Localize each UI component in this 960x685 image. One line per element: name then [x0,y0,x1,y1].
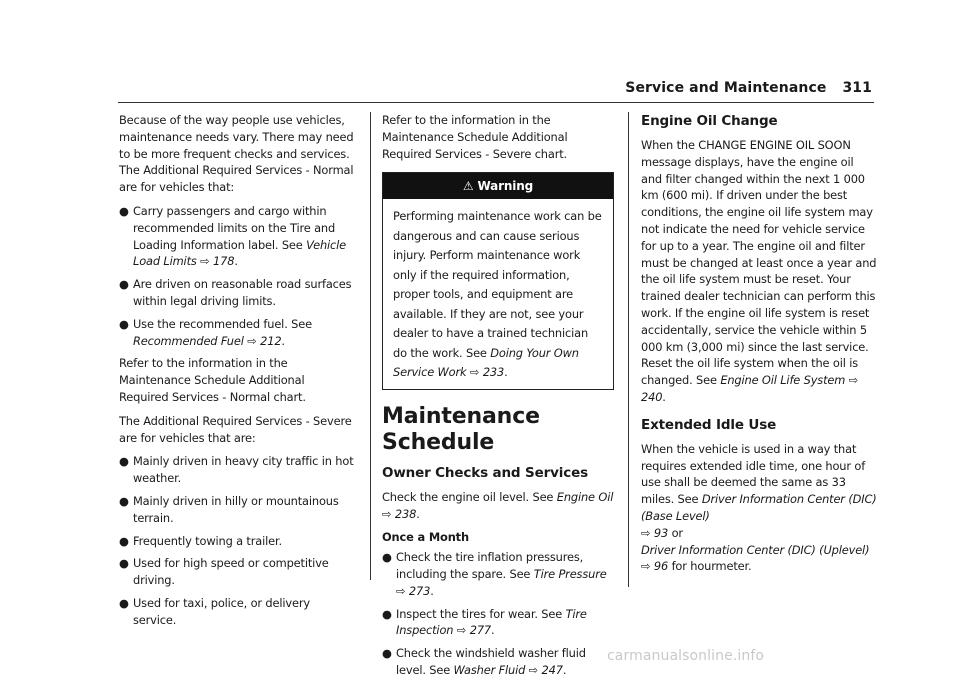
section-heading: Maintenance Schedule [382,403,540,455]
list-item: ● Mainly driven in hilly or mountainous terrain. [119,493,339,525]
paragraph: The Additional Required Services - Severe are for vehicles that are: [119,413,352,445]
page-ref[interactable]: 240 [641,389,663,404]
bullet-icon: ● [382,646,392,661]
warning-box [382,172,614,390]
page-ref[interactable]: 277 [469,623,492,638]
cross-ref-link[interactable]: Engine Oil [556,489,614,504]
bullet-icon: ● [382,606,392,621]
column-2 [382,112,614,685]
page-ref-icon: ⇨ [456,623,467,638]
page-ref[interactable]: 212 [260,333,282,348]
page-header [625,80,872,96]
list-item: ● Check the tire inflation pressures, including the spare. See Tire Pressure ⇨ 273. [382,550,607,598]
monthly-list [382,549,614,679]
page-ref-icon: ⇨ [247,333,257,348]
bullet-icon: ● [119,533,129,548]
paragraph: Refer to the information in the Maintenance Schedule Additional Required Services - Normal chart. [119,356,306,404]
page-ref-icon: ⇨ [200,254,210,269]
bullet-icon: ● [382,550,392,565]
cross-ref-link[interactable]: Driver Information Center (DIC) (Base Level) [641,492,877,523]
column-3 [641,112,877,582]
subsection-heading: Owner Checks and Services [382,464,588,481]
paragraph: Refer to the information in the Maintenance Schedule Additional Required Services - Severe chart. [382,113,568,161]
cross-ref-link[interactable]: Recommended Fuel [133,333,244,348]
bullet-icon: ● [119,493,129,508]
subsection-heading: Engine Oil Change [641,113,778,129]
severe-list [119,453,355,628]
cross-ref-link[interactable]: Tire Inspection [396,606,587,638]
cross-ref-link[interactable]: Tire Pressure [533,567,607,582]
page-ref-icon: ⇨ [528,663,539,678]
bullet-icon: ● [119,277,129,292]
page-number: 311 [842,80,872,96]
list-item: ● Frequently towing a trailer. [119,533,282,548]
cross-ref-link[interactable]: Washer Fluid [453,663,526,678]
page-ref-icon: ⇨ [382,506,392,521]
warning-body: Performing maintenance work can be dangerous and can cause serious injury. Perform maintenance work only if the required information, proper tools, and equipment are available. If they are not, see your dealer to have a trained technician do the work. See Doing Your Own Service Work ⇨ 233. [393,209,602,380]
list-item: ● Use the recommended fuel. See Recommended Fuel ⇨ 212. [119,316,312,348]
minor-heading: Once a Month [382,530,469,545]
list-item: ● Are driven on reasonable road surfaces within legal driving limits. [119,277,352,308]
cross-ref-link[interactable]: Driver Information Center (DIC) (Uplevel) [641,542,870,557]
header-rule [118,102,874,103]
column-1 [119,112,355,635]
paragraph: When the CHANGE ENGINE OIL SOON message displays, have the engine oil and filter changed within the next 1 000 km (600 mi). If driven under the best conditions, the engine oil life system may not indicate the need for vehicle service for up to a year. The engine oil and filter must be changed at least once a year and the oil life system must be reset. Your trained dealer technician can perform this work. If the engine oil life system is reset accidentally, service the vehicle within 5 000 km (3,000 mi) since the last service. Reset the oil life system when the oil is changed. See Engine Oil Life System ⇨ 240. [641,138,877,404]
page-ref-icon: ⇨ [469,365,480,380]
bullet-icon: ● [119,203,129,218]
warning-icon: ⚠ [462,179,474,194]
page-ref[interactable]: 233 [482,365,505,380]
list-item: ● Used for taxi, police, or delivery service. [119,595,310,627]
watermark: carmanualsonline.info [607,648,765,664]
page-ref-icon: ⇨ [396,583,406,598]
warning-header [383,173,613,199]
page-ref-icon: ⇨ [641,525,651,540]
list-item: ● Used for high speed or competitive driving. [119,556,329,588]
subsection-heading: Extended Idle Use [641,416,777,433]
bullet-icon: ● [119,316,129,331]
list-item: ● Carry passengers and cargo within recommended limits on the Tire and Loading Information label. See Vehicle Load Limits ⇨ 178. [119,203,347,269]
page-ref[interactable]: 93 [653,525,669,540]
page-ref[interactable]: 178 [213,254,235,269]
intro-paragraph: Because of the way people use vehicles, maintenance needs vary. There may need to be more frequent checks and services. The Additional Required Services - Normal are for vehicles that: [119,113,354,195]
section-title: Service and Maintenance [625,80,827,96]
page-ref[interactable]: 238 [394,506,417,521]
paragraph: When the vehicle is used in a way that requires extended idle time, one hour of use shall be deemed the same as 33 miles. See Driver Information Center (DIC) (Base Level) ⇨ 93 or Driver Information Center (DIC) (Uplevel) ⇨ 96 for hourmeter. [641,441,877,574]
column-divider-2 [628,112,629,587]
bullet-icon: ● [119,595,129,610]
column-divider-1 [370,112,371,580]
page-ref-icon: ⇨ [641,559,651,574]
list-item: ● Inspect the tires for wear. See Tire Inspection ⇨ 277. [382,606,587,638]
paragraph: Check the engine oil level. See Engine Oil ⇨ 238. [382,489,614,521]
normal-list [119,203,355,349]
cross-ref-link[interactable]: Doing Your Own Service Work [393,345,579,380]
bullet-icon: ● [119,454,129,469]
warning-title: Warning [477,179,534,194]
cross-ref-link[interactable]: Vehicle Load Limits [133,237,347,269]
list-item: ● Mainly driven in heavy city traffic in hot weather. [119,454,354,486]
page-ref-icon: ⇨ [848,373,859,388]
cross-ref-link[interactable]: Engine Oil Life System [720,373,846,388]
page-ref[interactable]: 96 [653,559,669,574]
list-item: ● Check the windshield washer fluid level. See Washer Fluid ⇨ 247. [382,646,586,678]
bullet-icon: ● [119,556,129,571]
page-ref[interactable]: 247 [541,663,563,678]
page-ref[interactable]: 273 [408,583,431,598]
